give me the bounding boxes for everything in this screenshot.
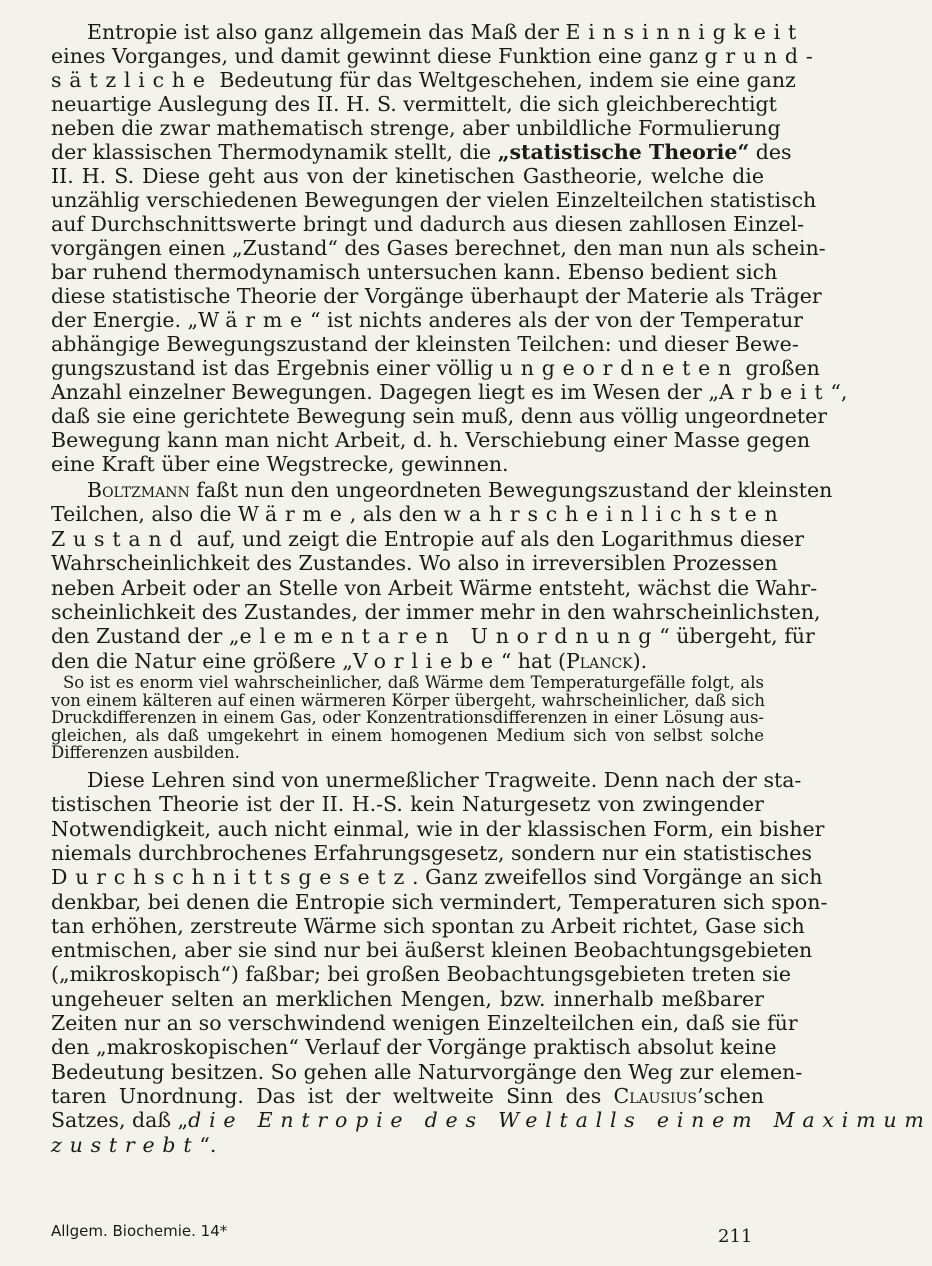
text-run: Entropie ist also ganz allgemein das Maß der — [87, 20, 566, 44]
text-run: abhängige Bewegungszustand der kleinsten Teilchen: und dieser Bewe- — [51, 332, 799, 356]
text-line — [51, 212, 805, 236]
text-line — [51, 913, 805, 938]
text-run: wahrscheinlichsten — [443, 502, 786, 527]
text-line — [63, 675, 764, 692]
text-line — [51, 575, 818, 600]
text-line — [51, 68, 796, 92]
text-line — [51, 600, 821, 624]
text-run: diese statistische Theorie der Vorgänge überhaupt der Materie als Träger — [51, 284, 822, 308]
text-line — [51, 816, 825, 841]
text-run: Zeiten nur an so verschwindend wenigen Einzelteilchen ein, daß sie für — [51, 1011, 798, 1035]
text-run: Einsinnigkeit — [565, 20, 805, 44]
text-line — [51, 284, 822, 308]
text-run: elementaren Unordnung — [239, 624, 660, 649]
text-run: ungeordneten — [499, 356, 740, 380]
text-run: von einem kälteren auf einen wärmeren Körper übergeht, wahrscheinlicher, daß sich — [51, 690, 765, 710]
text-line — [51, 986, 764, 1011]
text-line — [51, 332, 799, 356]
text-line — [51, 166, 764, 187]
text-run: Anzahl einzelner Bewegungen. Dagegen liegt es im Wesen der „ — [51, 380, 720, 404]
text-run: der Energie. „ — [51, 308, 199, 332]
text-run: II. H. S. Diese geht aus von der kinetischen Gastheorie, welche die — [51, 164, 764, 188]
text-run: “, — [830, 380, 848, 404]
text-run: Differenzen ausbilden. — [51, 743, 240, 763]
text-line — [87, 768, 802, 792]
text-run: Arbeit — [719, 380, 831, 404]
footer-signature: Allgem. Biochemie. 14* — [51, 1222, 228, 1240]
text-run: Wahrscheinlichkeit des Zustandes. Wo also in irreversiblen Prozessen — [51, 551, 778, 576]
text-run: auf Durchschnittswerte bringt und dadurch aus diesen zahllosen Einzel- — [51, 212, 805, 236]
text-run: sätzliche — [51, 68, 213, 92]
text-line — [51, 188, 817, 212]
text-run: neuartige Auslegung des II. H. S. vermittelt, die sich gleichberechtigt — [51, 92, 777, 116]
text-run: “. — [199, 1132, 217, 1157]
text-line — [51, 690, 765, 710]
text-run: “ ist nichts anderes als der von der Temperatur — [309, 308, 803, 332]
text-line — [51, 356, 820, 380]
text-run: Satzes, daß „ — [51, 1108, 189, 1133]
text-line — [51, 865, 823, 890]
text-run: den die Natur eine größere „ — [51, 648, 353, 673]
text-run: ). — [632, 648, 648, 673]
text-run: Boltzmann — [87, 478, 190, 502]
text-run: ’schen — [696, 1083, 764, 1108]
text-run: vorgängen einen „Zustand“ des Gases berechnet, den man nun als schein- — [51, 236, 826, 260]
text-run: eine Kraft über eine Wegstrecke, gewinnen. — [51, 452, 509, 476]
text-run: Wärme — [237, 502, 350, 527]
text-line — [51, 962, 792, 987]
text-run: . Ganz zweifellos sind Vorgänge an sich — [412, 865, 823, 890]
text-run: Bewegung kann man nicht Arbeit, d. h. Verschiebung einer Masse gegen — [51, 428, 811, 452]
text-run: “ hat ( — [500, 648, 566, 673]
text-line — [51, 116, 781, 140]
text-run: denkbar, bei denen die Entropie sich vermindert, Temperaturen sich spon- — [51, 889, 828, 914]
text-run: Durchschnittsgesetz — [51, 865, 413, 890]
text-run: Vorliebe — [352, 648, 501, 673]
text-run: („mikroskopisch“) faßbar; bei großen Beobachtungsgebieten treten sie — [51, 962, 792, 987]
text-run: tistischen Theorie ist der II. H.-S. kein Naturgesetz von zwingender — [51, 792, 764, 817]
text-line — [87, 20, 805, 44]
text-run: eines Vorganges, und damit gewinnt diese Funktion eine ganz — [51, 44, 705, 68]
text-line — [51, 725, 764, 745]
text-line — [51, 1035, 777, 1060]
text-line — [51, 794, 764, 815]
text-line — [51, 428, 811, 452]
text-run: unzählig verschiedenen Bewegungen der vielen Einzelteilchen statistisch — [51, 188, 817, 212]
text-run: niemals durchbrochenes Erfahrungsgesetz, sondern nur ein statistisches — [51, 840, 812, 865]
text-line — [51, 454, 509, 475]
text-run: ungeheuer selten an merklichen Mengen, bzw. innerhalb meßbarer — [51, 986, 764, 1011]
text-line — [51, 140, 792, 164]
text-run: Druckdifferenzen in einem Gas, oder Konzentrationsdifferenzen in einer Lösung aus- — [51, 708, 764, 728]
text-run: scheinlichkeit des Zustandes, der immer mehr in den wahrscheinlichsten, — [51, 600, 821, 624]
text-run: der klassischen Thermodynamik stellt, die — [51, 140, 498, 164]
text-run: den Zustand der „ — [51, 624, 240, 649]
text-line — [51, 526, 805, 551]
page-number: 211 — [718, 1226, 753, 1247]
text-line — [51, 1108, 932, 1133]
text-run: daß sie eine gerichtete Bewegung sein muß, denn aus völlig ungeordneter — [51, 404, 828, 428]
text-line — [51, 1059, 803, 1084]
text-run: auf, und zeigt die Entropie auf als den Logarithmus dieser — [190, 526, 805, 551]
text-run: des — [749, 140, 792, 164]
text-line — [87, 478, 833, 502]
text-run: “ übergeht, für — [659, 624, 815, 649]
text-run: faßt nun den ungeordneten Bewegungszustand der kleinsten — [189, 478, 833, 502]
text-line — [51, 502, 786, 527]
text-line — [51, 624, 815, 649]
text-run: , als den — [349, 502, 444, 527]
text-line — [51, 404, 828, 428]
text-run: gleichen, als daß umgekehrt in einem homogenen Medium sich von selbst solche — [51, 725, 764, 745]
text-run: großen — [739, 356, 820, 380]
text-line — [51, 889, 828, 914]
text-line — [51, 745, 240, 762]
text-run: entmischen, aber sie sind nur bei äußerst kleinen Beobachtungsgebieten — [51, 938, 813, 963]
text-run: die Entropie des Weltalls einem Maximum — [188, 1108, 932, 1133]
text-line — [51, 840, 812, 865]
text-run: gungszustand ist das Ergebnis einer völlig — [51, 356, 500, 380]
text-run: Zustand — [51, 526, 191, 551]
text-run: Teilchen, also die — [51, 502, 238, 527]
text-line — [51, 236, 826, 260]
text-run: zustrebt — [51, 1132, 200, 1157]
text-run: Clausius — [613, 1083, 697, 1108]
text-run: grund- — [704, 44, 821, 68]
text-run: So ist es enorm viel wahrscheinlicher, daß Wärme dem Temperaturgefälle folgt, als — [63, 673, 764, 692]
text-run: taren Unordnung. Das ist der weltweite Sinn des — [51, 1083, 614, 1108]
text-line — [51, 92, 777, 116]
text-run: tan erhöhen, zerstreute Wärme sich spontan zu Arbeit richtet, Gase sich — [51, 913, 805, 938]
text-run: Notwendigkeit, auch nicht einmal, wie in der klassischen Form, ein bisher — [51, 816, 825, 841]
text-line — [51, 1011, 798, 1035]
text-line — [51, 938, 813, 963]
text-run: den „makroskopischen“ Verlauf der Vorgänge praktisch absolut keine — [51, 1035, 777, 1060]
text-line — [51, 44, 821, 68]
text-run: Wärme — [198, 308, 310, 332]
text-line — [51, 710, 764, 727]
text-run: Diese Lehren sind von unermeßlicher Tragweite. Denn nach der sta- — [87, 768, 802, 792]
text-run: Bedeutung besitzen. So gehen alle Naturvorgänge den Weg zur elemen- — [51, 1059, 803, 1084]
text-run: Planck — [566, 648, 633, 673]
text-line — [51, 380, 848, 404]
text-run: bar ruhend thermodynamisch untersuchen kann. Ebenso bedient sich — [51, 260, 778, 284]
text-line — [51, 308, 803, 332]
text-run: „statistische Theorie“ — [497, 140, 750, 164]
text-line — [51, 551, 778, 576]
text-line — [51, 1083, 764, 1108]
text-run: Bedeutung für das Weltgeschehen, indem sie eine ganz — [212, 68, 796, 92]
text-line — [51, 1132, 217, 1157]
text-run: neben Arbeit oder an Stelle von Arbeit Wärme entsteht, wächst die Wahr- — [51, 575, 818, 600]
text-line — [51, 260, 778, 284]
text-run: neben die zwar mathematisch strenge, aber unbildliche Formulierung — [51, 116, 781, 140]
text-line — [51, 648, 648, 673]
